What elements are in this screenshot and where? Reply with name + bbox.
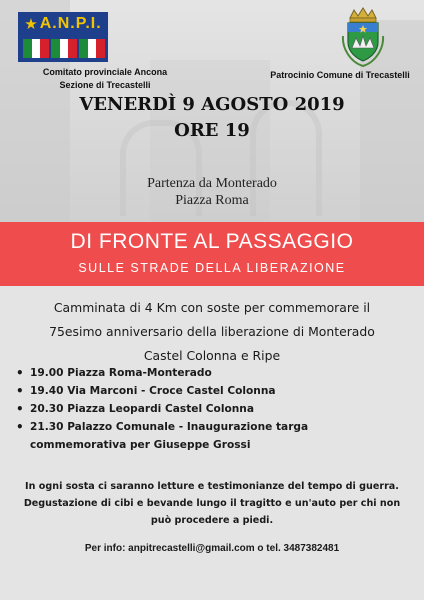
contact-info: Per info: anpitrecastelli@gmail.com o tel. 3487382481 <box>84 543 340 554</box>
stop-text: 19.00 Piazza Roma-Monterado <box>30 367 212 379</box>
intro-line-3: Castel Colonna e Ripe <box>143 348 281 363</box>
anpi-logo <box>18 12 108 62</box>
star-icon: ★ <box>24 14 38 33</box>
event-time: ORE 19 <box>174 120 250 141</box>
intro-paragraph <box>10 296 414 368</box>
italian-flag-icon <box>51 39 77 58</box>
departure-square: Piazza Roma <box>175 193 249 208</box>
stop-text: 20.30 Piazza Leopardi Castel Colonna <box>30 403 254 415</box>
notes-paragraph <box>10 478 414 529</box>
event-date: VENERDÌ 9 AGOSTO 2019 <box>79 94 345 115</box>
intro-line-2: 75esimo anniversario della liberazione di Monterado <box>49 324 375 339</box>
municipal-crest-icon <box>340 6 386 68</box>
association-line-2: Sezione di Trecastelli <box>59 80 151 90</box>
list-item <box>16 418 406 454</box>
list-item <box>16 382 406 400</box>
event-title: DI FRONTE AL PASSAGGIO <box>70 230 354 253</box>
association-line-1: Comitato provinciale Ancona <box>42 67 168 77</box>
intro-line-1: Camminata di 4 Km con soste per commemorare il <box>53 300 371 315</box>
notes-line-3: può procedere a piedi. <box>150 515 274 526</box>
association-name <box>20 66 190 92</box>
logo-text: A.N.P.I. <box>39 15 102 32</box>
event-subtitle: SULLE STRADE DELLA LIBERAZIONE <box>78 261 346 275</box>
title-banner <box>0 222 424 286</box>
stop-text: 21.30 Palazzo Comunale - Inaugurazione targa <box>30 421 309 433</box>
list-item <box>16 400 406 418</box>
stop-text-continuation: commemorativa per Giuseppe Grossi <box>30 439 251 451</box>
departure-text: Partenza da Monterado <box>147 176 277 191</box>
stops-list <box>16 364 406 454</box>
list-item <box>16 364 406 382</box>
notes-line-1: In ogni sosta ci saranno letture e testimonianze del tempo di guerra. <box>25 481 399 492</box>
notes-line-2: Degustazione di cibi e bevande lungo il tragitto e un'auto per chi non <box>23 498 401 509</box>
patronage-text: Patrocinio Comune di Trecastelli <box>270 70 410 80</box>
italian-flag-icon <box>23 39 49 58</box>
stop-text: 19.40 Via Marconi - Croce Castel Colonna <box>30 385 276 397</box>
italian-flag-icon <box>79 39 105 58</box>
